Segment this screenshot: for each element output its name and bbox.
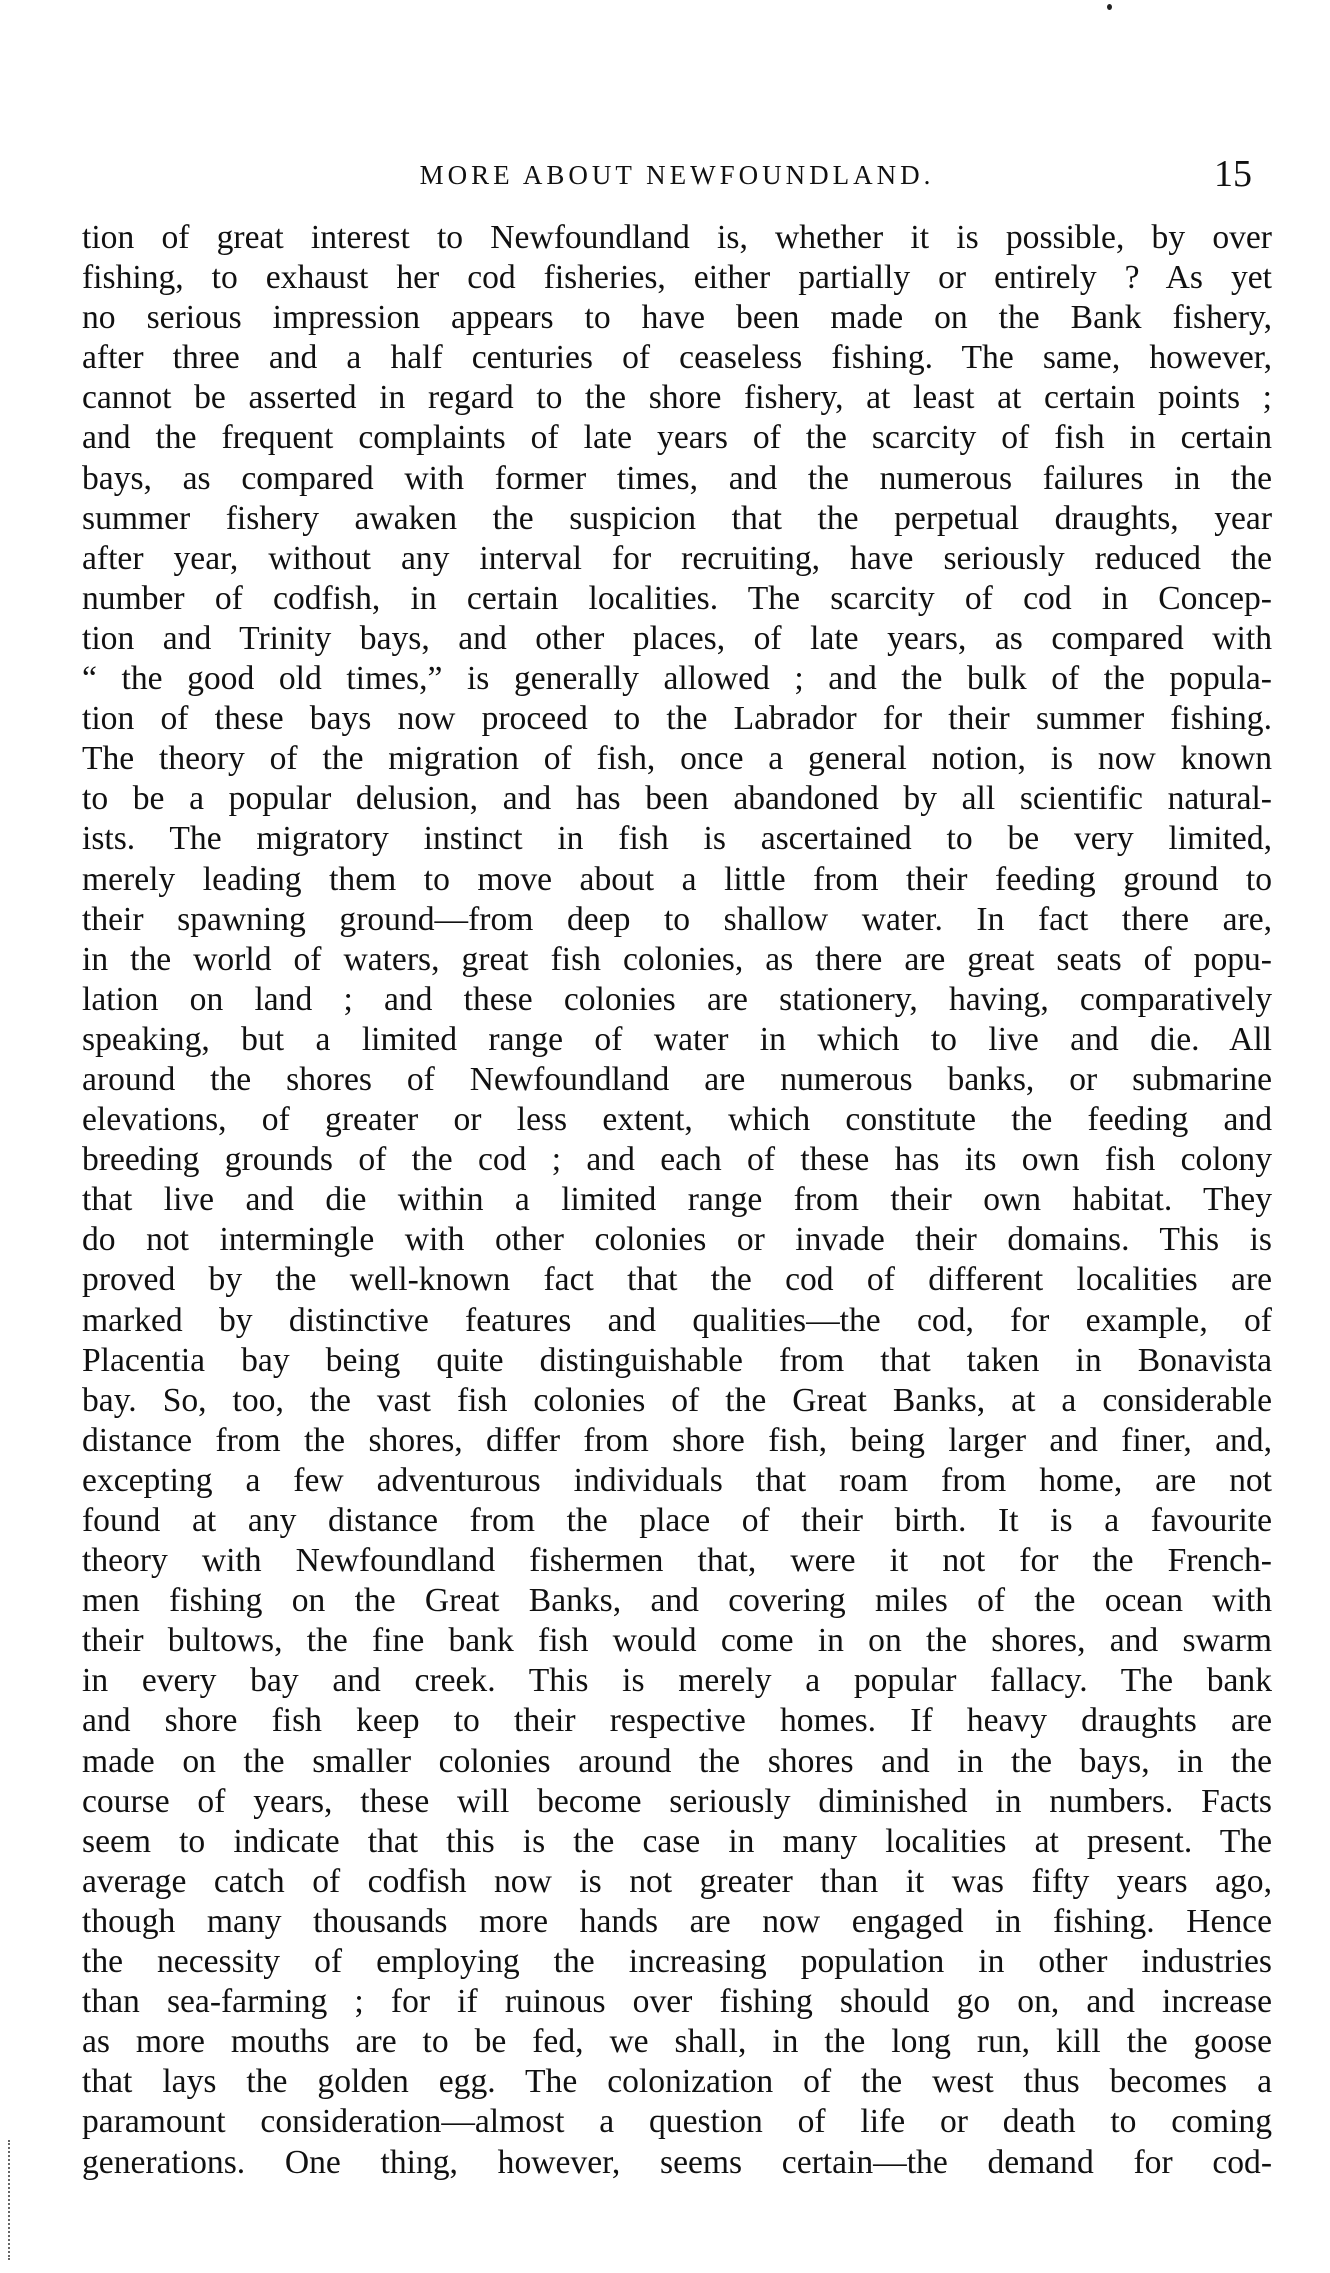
text-line: seem to indicate that this is the case in many localities at present. The <box>82 1822 1272 1860</box>
print-speck <box>1107 4 1112 10</box>
text-line: distance from the shores, differ from shore fish, being larger and finer, and, <box>82 1421 1272 1459</box>
text-line: in the world of waters, great fish colonies, as there are great seats of popu- <box>82 940 1272 978</box>
text-line: proved by the well-known fact that the cod of different localities are <box>82 1261 1272 1299</box>
text-line: and shore fish keep to their respective homes. If heavy draughts are <box>82 1702 1272 1740</box>
text-line: tion of these bays now proceed to the Labrador for their summer fishing. <box>82 700 1272 738</box>
text-line: average catch of codfish now is not greater than it was fifty years ago, <box>82 1862 1272 1900</box>
running-title: MORE ABOUT NEWFOUNDLAND. <box>419 160 935 190</box>
text-line: bays, as compared with former times, and the numerous failures in the <box>82 459 1272 497</box>
text-line: after year, without any interval for recruiting, have seriously reduced the <box>82 539 1272 577</box>
text-line: merely leading them to move about a little from their feeding ground to <box>82 860 1272 898</box>
text-line: tion of great interest to Newfoundland is, whether it is possible, by over <box>82 219 1272 256</box>
text-line: men fishing on the Great Banks, and covering miles of the ocean with <box>82 1582 1272 1620</box>
text-line: the necessity of employing the increasing population in other industries <box>82 1943 1272 1981</box>
text-line: lation on land ; and these colonies are stationery, having, comparatively <box>82 980 1272 1018</box>
text-line: than sea-farming ; for if ruinous over fishing should go on, and increase <box>82 1983 1272 2021</box>
text-line: paramount consideration—almost a question of life or death to coming <box>82 2103 1272 2141</box>
text-line: their spawning ground—from deep to shallow water. In fact there are, <box>82 900 1272 938</box>
text-line: made on the smaller colonies around the shores and in the bays, in the <box>82 1742 1272 1780</box>
text-line: Placentia bay being quite distinguishable from that taken in Bonavista <box>82 1341 1272 1379</box>
text-line: number of codfish, in certain localities. The scarcity of cod in Concep- <box>82 579 1272 617</box>
text-line: cannot be asserted in regard to the shore fishery, at least at certain points ; <box>82 379 1272 417</box>
text-line: marked by distinctive features and qualities—the cod, for example, of <box>82 1301 1272 1339</box>
text-line: fishing, to exhaust her cod fisheries, either partially or entirely ? As yet <box>82 259 1272 297</box>
text-line: to be a popular delusion, and has been abandoned by all scientific natural- <box>82 780 1272 818</box>
text-line: around the shores of Newfoundland are numerous banks, or submarine <box>82 1060 1272 1098</box>
text-line: summer fishery awaken the suspicion that the perpetual draughts, year <box>82 499 1272 537</box>
text-line: in every bay and creek. This is merely a popular fallacy. The bank <box>82 1662 1272 1700</box>
text-line: no serious impression appears to have been made on the Bank fishery, <box>82 299 1272 337</box>
text-line: “ the good old times,” is generally allowed ; and the bulk of the popula- <box>82 660 1272 698</box>
text-line: found at any distance from the place of their birth. It is a favourite <box>82 1502 1272 1539</box>
text-line: speaking, but a limited range of water in which to live and die. All <box>82 1020 1272 1058</box>
text-line: ists. The migratory instinct in fish is ascertained to be very limited, <box>82 820 1272 858</box>
text-line: do not intermingle with other colonies or invade their domains. This is <box>82 1221 1272 1259</box>
body-text <box>82 218 1272 2183</box>
binding-edge-marks <box>8 2140 14 2260</box>
text-line: after three and a half centuries of ceaseless fishing. The same, however, <box>82 339 1272 377</box>
text-line: as more mouths are to be fed, we shall, in the long run, kill the goose <box>82 2023 1272 2061</box>
text-line: elevations, of greater or less extent, which constitute the feeding and <box>82 1101 1272 1139</box>
text-line: theory with Newfoundland fishermen that, were it not for the French- <box>82 1542 1272 1580</box>
text-line: breeding grounds of the cod ; and each of these has its own fish colony <box>82 1141 1272 1179</box>
text-line: that lays the golden egg. The colonization of the west thus becomes a <box>82 2063 1272 2101</box>
text-line: their bultows, the fine bank fish would come in on the shores, and swarm <box>82 1622 1272 1660</box>
text-line: and the frequent complaints of late years of the scarcity of fish in certain <box>82 419 1272 457</box>
text-line: excepting a few adventurous individuals that roam from home, are not <box>82 1461 1272 1499</box>
page-number: 15 <box>1214 153 1252 195</box>
text-line: that live and die within a limited range from their own habitat. They <box>82 1181 1272 1219</box>
text-line: though many thousands more hands are now engaged in fishing. Hence <box>82 1902 1272 1940</box>
text-line: generations. One thing, however, seems certain—the demand for cod- <box>82 2143 1272 2181</box>
text-line: course of years, these will become seriously diminished in numbers. Facts <box>82 1782 1272 1820</box>
text-line: bay. So, too, the vast fish colonies of the Great Banks, at a considerable <box>82 1381 1272 1419</box>
text-line: The theory of the migration of fish, once a general notion, is now known <box>82 740 1272 778</box>
text-line: tion and Trinity bays, and other places, of late years, as compared with <box>82 619 1272 657</box>
running-head <box>82 152 1272 196</box>
